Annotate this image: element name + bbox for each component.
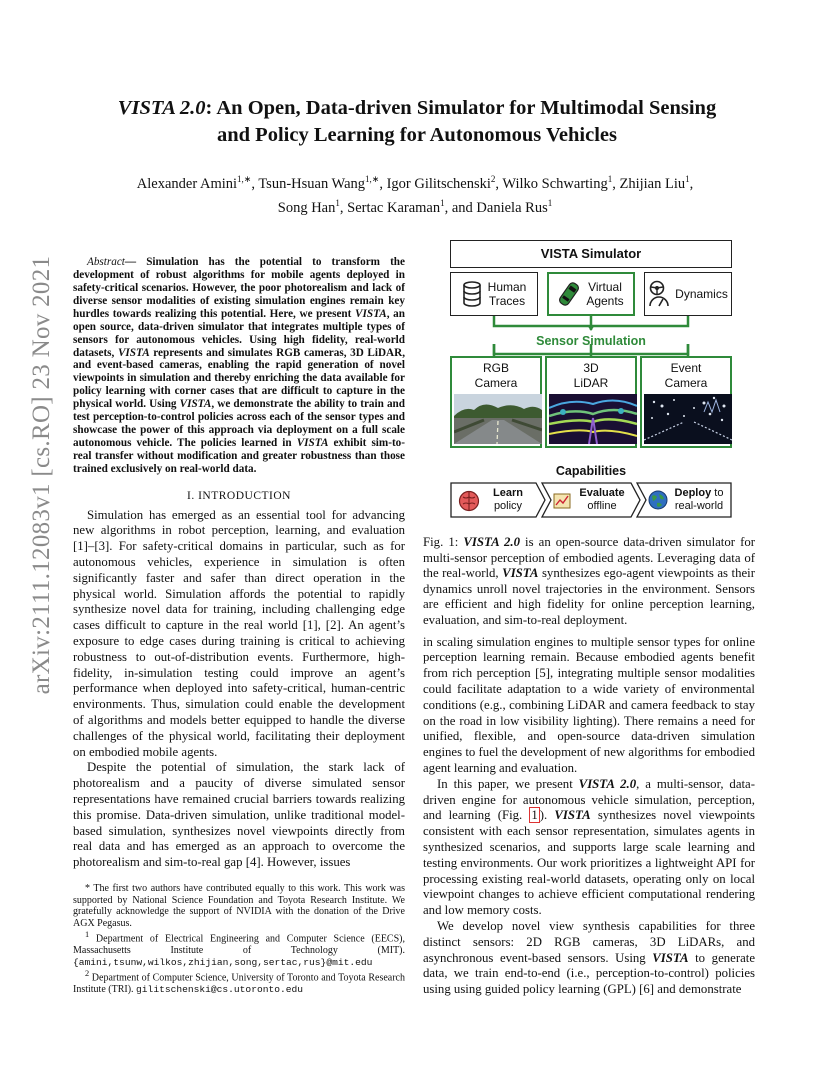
lidar-box [545, 356, 637, 448]
lidar-pointcloud-image [549, 394, 637, 444]
para-text: , a multi-sensor, data-driven engine for autonomous vehicle simulation, perception, and learning (Fig. [423, 776, 755, 823]
car-icon [558, 281, 580, 307]
author: , Tsun-Hsuan Wang [251, 175, 366, 192]
offline-label: offline [587, 500, 617, 512]
affiliation-mark: 2 [490, 174, 496, 184]
vista-name: VISTA [554, 808, 591, 823]
sensor-simulation-label: Sensor Simulation [536, 334, 646, 348]
human-traces-box [450, 272, 538, 316]
dynamics-label: Dynamics [675, 287, 728, 301]
author-separator: , [689, 175, 694, 192]
right-paragraph-2 [423, 777, 755, 919]
3d-label: 3D [583, 361, 599, 375]
affiliation-mark: 1 [335, 197, 340, 208]
rgb-label: RGB [482, 361, 509, 375]
footnote-equal-contribution: * The first two authors have contributed equally to this work. This work was supported by National Science Foundation and Toyota Research Institute. We gratefully acknowledge the support of NVIDIA with the donation of the Drive AGX Pegasus. [73, 883, 405, 929]
caption-label: Fig. 1: [423, 535, 464, 549]
event-label: Event [670, 361, 702, 375]
author: Alexander Amini [136, 175, 238, 192]
agents-label: Agents [586, 294, 624, 308]
vista-name: VISTA [296, 436, 329, 449]
para-text: to generate data, we train end-to-end (i.e., perception-to-control) policies using using guided policy learning (GPL) [6] and demonstrate [423, 950, 755, 997]
learn-label: Learn [493, 487, 523, 499]
author: , Wilko Schwarting [495, 175, 608, 192]
affiliation-mark: 1 [607, 174, 613, 184]
footnote-toronto [73, 968, 405, 996]
section-heading: I. INTRODUCTION [187, 489, 291, 502]
author: , Sertac Karaman [339, 199, 441, 216]
affiliation-mark: 1 [547, 197, 553, 208]
virtual-agents-box [547, 272, 635, 316]
author-list [80, 170, 750, 218]
para-text: In this paper, we present [437, 776, 579, 791]
footnote-mark: 1 [85, 930, 90, 940]
traces-label: Traces [488, 294, 526, 308]
camera-label: Camera [474, 376, 518, 390]
rgb-road-image [454, 394, 542, 444]
real-world-label: real-world [674, 500, 724, 512]
vista-name: VISTA [179, 398, 212, 411]
paper-title [72, 95, 762, 149]
footnote-text: Department of Electrical Engineering and Computer Science (EECS), Massachusetts Institute of Technology (MIT). [73, 933, 405, 957]
capabilities-label: Capabilities [555, 464, 627, 478]
para-text: ). [539, 808, 555, 823]
right-column [423, 535, 755, 998]
dynamics-box [644, 272, 732, 316]
evaluate-offline-step [553, 482, 637, 518]
footnote-mit [73, 929, 405, 968]
abstract-text: represents and simulates RGB cameras, 3D LiDAR, and event-based cameras, enabling the rapid generation of novel viewpoints in simulation and thereby enriching the data available for policy learning with corner cases that are difficult to capture in the physical world. Using [73, 346, 405, 411]
vista-name: VISTA [355, 307, 387, 320]
author: , Zhijian Liu [612, 175, 686, 192]
learn-policy-step [456, 482, 540, 518]
vista-name: VISTA [652, 950, 689, 965]
event-camera-image [644, 394, 732, 444]
affiliation-mark: 1,∗ [365, 174, 380, 184]
email-list: {amini,tsunw,wilkos,zhijian,song,sertac,rus}@mit.edu [73, 956, 373, 968]
globe-icon [648, 490, 668, 510]
author: , and Daniela Rus [444, 199, 548, 216]
event-camera-box [640, 356, 732, 448]
abstract-text: , we demonstrate the ability to train and test perception-to-control policies across each of the sensor types and showcase the power of this approach via deployment on a full scale autonomous vehicle. The policies learned in [73, 398, 405, 449]
caption-text: synthesizes ego-agent viewpoints as their dynamics unroll novel trajectories in the environment. Sensors are efficient and high fidelity for online perception learning, evaluation, and sim-to-real deployment. [423, 566, 755, 627]
brain-icon [458, 490, 480, 512]
arxiv-id: arXiv:2111.12083v1 [cs.RO] 23 Nov 2021 [28, 255, 55, 695]
figure-link[interactable]: 1 [531, 808, 538, 823]
left-column [73, 245, 405, 871]
database-icon [462, 281, 482, 307]
steering-wheel-icon [648, 280, 670, 308]
figure-vista-overview [450, 240, 732, 522]
virtual-label: Virtual [588, 280, 622, 294]
deploy-label: Deploy [674, 487, 712, 499]
deploy-real-world-step [648, 482, 732, 518]
title-rest: : An Open, Data-driven Simulator for Multimodal Sensing [205, 97, 717, 119]
figure-title: VISTA Simulator [450, 240, 732, 268]
vista-name: VISTA 2.0 [463, 535, 520, 549]
abstract-dash: — [124, 256, 147, 269]
author: Song Han [277, 199, 336, 216]
rgb-camera-box [450, 356, 542, 448]
human-label: Human [487, 280, 527, 294]
lidar-label: LiDAR [573, 376, 609, 390]
intro-paragraph-1: Simulation has emerged as an essential tool for advancing new algorithms in robot perception, learning, and evaluation [1]–[3]. For safety-critical domains in particular, such as for autonomous vehicles, experience in simulation is often significantly faster and safer than direct operation in the physical world. Simulation affords the potential to rapidly synthesize novel data for training, including challenging edge cases difficult to capture in the real world [1], [2]. An agent’s exposure to edge cases during training is critical to achieving robustness to out-of-distribution events. Furthermore, high-fidelity, in-simulation testing could improve an agent’s performance when deployed into safety-critical, human-centric environments. Thus, simulation could enable the development of algorithms and models better equipped to handle the diverse challenges of the physical world, facilitating their deployment on embodied mobile agents. [73, 507, 405, 759]
footnote-text: Department of Computer Science, University of Toronto and Toyota Research Institute (TRI). [73, 972, 405, 996]
evaluation-chart-icon [553, 491, 573, 511]
intro-paragraph-2: Despite the potential of simulation, the stark lack of photorealism and a paucity of diverse simulated sensor representations have remained crucial barriers towards realizing this promise. Data-driven simulation, unlike traditional model-based simulation, synthesizes novel viewpoints directly from real data and has emerged as an approach to overcome the photorealism and sim-to-real gap [4]. However, issues [73, 760, 405, 870]
vista-name: VISTA [502, 566, 539, 581]
abstract-text: Simulation has the potential to transform the development of robust algorithms for mobile agents deployed in safety-critical scenarios. However, the poor photorealism and lack of diverse sensor modalities of existing simulation engines remain key hurdles towards realizing this potential. Here, we present [73, 256, 405, 320]
para-text: synthesizes novel viewpoints consistent with each sensor representation, simulates agents in synthesized scenarios, and supports large scale learning and testing environments. Our work prioritizes a lightweight API for processing existing real-world datasets, operating only on local viewpoint changes to achieve efficient computational rendering and low memory costs. [423, 808, 755, 918]
policy-label: policy [493, 500, 523, 512]
right-paragraph-1: in scaling simulation engines to multiple sensor types for online perception learning remain. Because embodied agents benefit from rich perception [5], integrating multiple sensor modalities could facilitate adaptation to a wide variety of environmental conditions (e.g., combining LiDAR and camera feedback to stay on the road in low visibility lighting). There remains a need for unified, flexible, and open-source data-driven simulation engines to fuel the development of new algorithms for embodied agent learning and evaluation. [423, 634, 755, 775]
affiliation-mark: 1 [440, 197, 445, 208]
arxiv-watermark [0, 0, 60, 1072]
abstract-text: , an open source, data-driven simulator that integrates multiple types of sensors for autonomous vehicles. Using high fidelity, real-world datasets, [73, 307, 405, 359]
affiliation-mark: 1,∗ [237, 174, 252, 184]
camera-label: Camera [664, 376, 708, 390]
vista-name: VISTA [117, 346, 150, 359]
email-address: gilitschenski@cs.utoronto.edu [136, 984, 304, 996]
affiliation-mark: 1 [685, 174, 690, 184]
title-vista: VISTA 2.0 [117, 97, 206, 119]
abstract-label: Abstract [87, 256, 125, 269]
title-line2: and Policy Learning for Autonomous Vehicles [217, 124, 617, 146]
abstract-text: exhibit sim-to-real transfer without modification and greater robustness than those trained exclusively on real-world data. [73, 436, 405, 475]
caption-text: is an open-source data-driven simulator for multi-sensor perception of embodied agents. Leveraging data of the real-world, [423, 535, 756, 581]
right-paragraph-3 [423, 919, 755, 998]
vista-name: VISTA 2.0 [578, 776, 637, 791]
footnote-mark: 2 [85, 969, 90, 979]
deploy-to-label: to [711, 487, 724, 499]
figure-caption [423, 535, 755, 629]
evaluate-label: Evaluate [579, 487, 625, 499]
author: , Igor Gilitschenski [379, 175, 491, 192]
abstract [73, 256, 405, 475]
footnotes [73, 883, 405, 996]
para-text: We develop novel view synthesis capabilities for three distinct sensors: 2D RGB cameras, 3D LiDARs, and asynchronous event-based sensors. Using [423, 918, 755, 965]
